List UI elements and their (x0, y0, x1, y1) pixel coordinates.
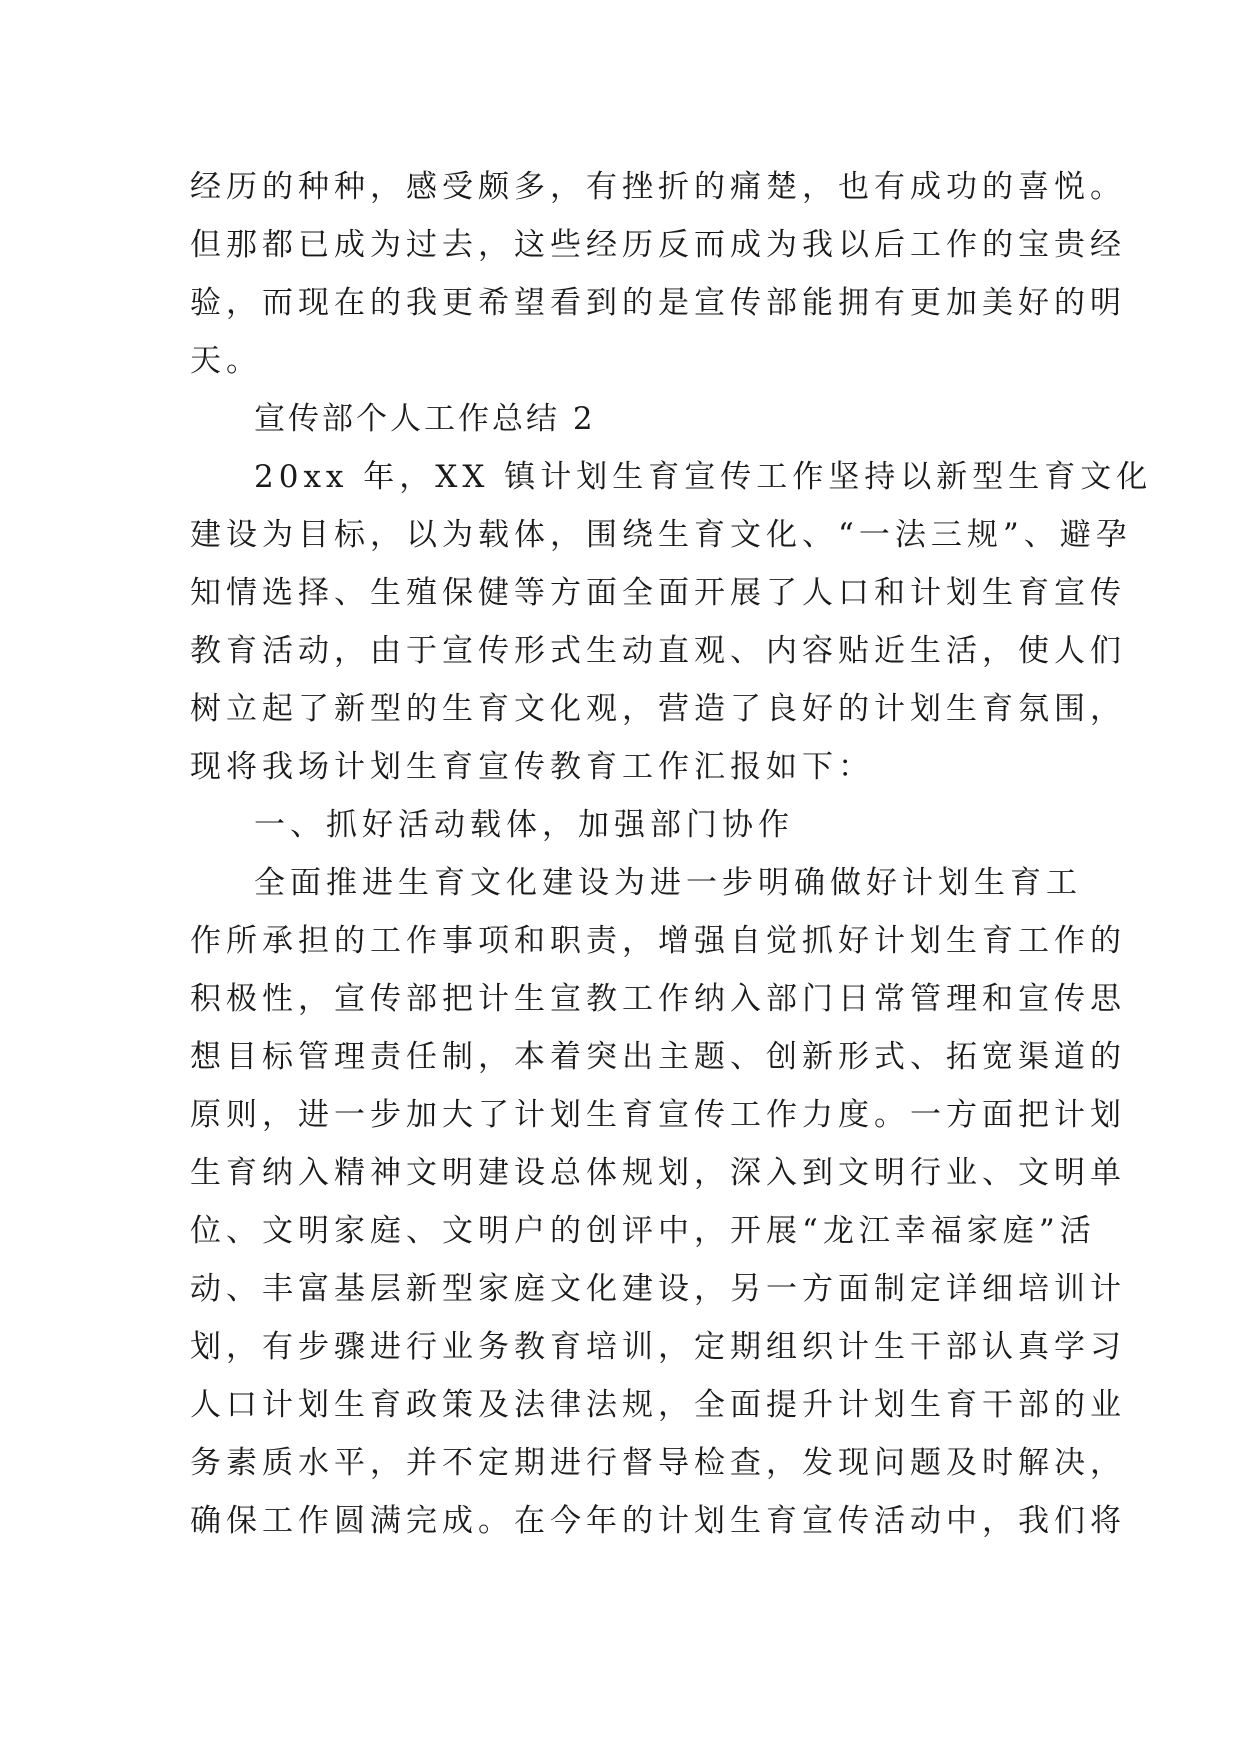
text-line: 生育纳入精神文明建设总体规划，深入到文明行业、文明单 (190, 1155, 1126, 1191)
subsection-heading: 一、抓好活动载体，加强部门协作 (254, 807, 794, 843)
text-line: 想目标管理责任制，本着突出主题、创新形式、拓宽渠道的 (190, 1039, 1126, 1075)
paragraph-first-line: 全面推进生育文化建设为进一步明确做好计划生育工 (254, 865, 1082, 901)
text-line: 积极性，宣传部把计生宣教工作纳入部门日常管理和宣传思 (190, 981, 1126, 1017)
text-line: 验，而现在的我更希望看到的是宣传部能拥有更加美好的明 (190, 285, 1126, 321)
text-line: 位、文明家庭、文明户的创评中，开展“龙江幸福家庭”活 (190, 1213, 1096, 1249)
text-line: 原则，进一步加大了计划生育宣传工作力度。一方面把计划 (190, 1097, 1126, 1133)
text-line: 作所承担的工作事项和职责，增强自觉抓好计划生育工作的 (190, 923, 1126, 959)
text-line: 教育活动，由于宣传形式生动直观、内容贴近生活，使人们 (190, 633, 1126, 669)
text-line: 天。 (190, 343, 262, 379)
text-line: 建设为目标，以为载体，围绕生育文化、“一法三规”、避孕 (190, 517, 1132, 553)
text-line: 知情选择、生殖保健等方面全面开展了人口和计划生育宣传 (190, 575, 1126, 611)
text-line: 经历的种种，感受颇多，有挫折的痛楚，也有成功的喜悦。 (190, 169, 1126, 205)
text-line: 树立起了新型的生育文化观，营造了良好的计划生育氛围， (190, 691, 1126, 727)
document-body (190, 158, 1153, 1550)
text-line: 动、丰富基层新型家庭文化建设，另一方面制定详细培训计 (190, 1271, 1126, 1307)
text-line: 但那都已成为过去，这些经历反而成为我以后工作的宝贵经 (190, 227, 1126, 263)
text-line: 现将我场计划生育宣传教育工作汇报如下： (190, 749, 874, 785)
text-line: 人口计划生育政策及法律法规，全面提升计划生育干部的业 (190, 1387, 1126, 1423)
section-title: 宣传部个人工作总结 2 (254, 401, 596, 437)
paragraph-first-line: 20xx 年，XX 镇计划生育宣传工作坚持以新型生育文化 (254, 459, 1153, 495)
text-line: 务素质水平，并不定期进行督导检查，发现问题及时解决， (190, 1445, 1126, 1481)
text-line: 划，有步骤进行业务教育培训，定期组织计生干部认真学习 (190, 1329, 1126, 1365)
text-line: 确保工作圆满完成。在今年的计划生育宣传活动中，我们将 (190, 1503, 1126, 1539)
